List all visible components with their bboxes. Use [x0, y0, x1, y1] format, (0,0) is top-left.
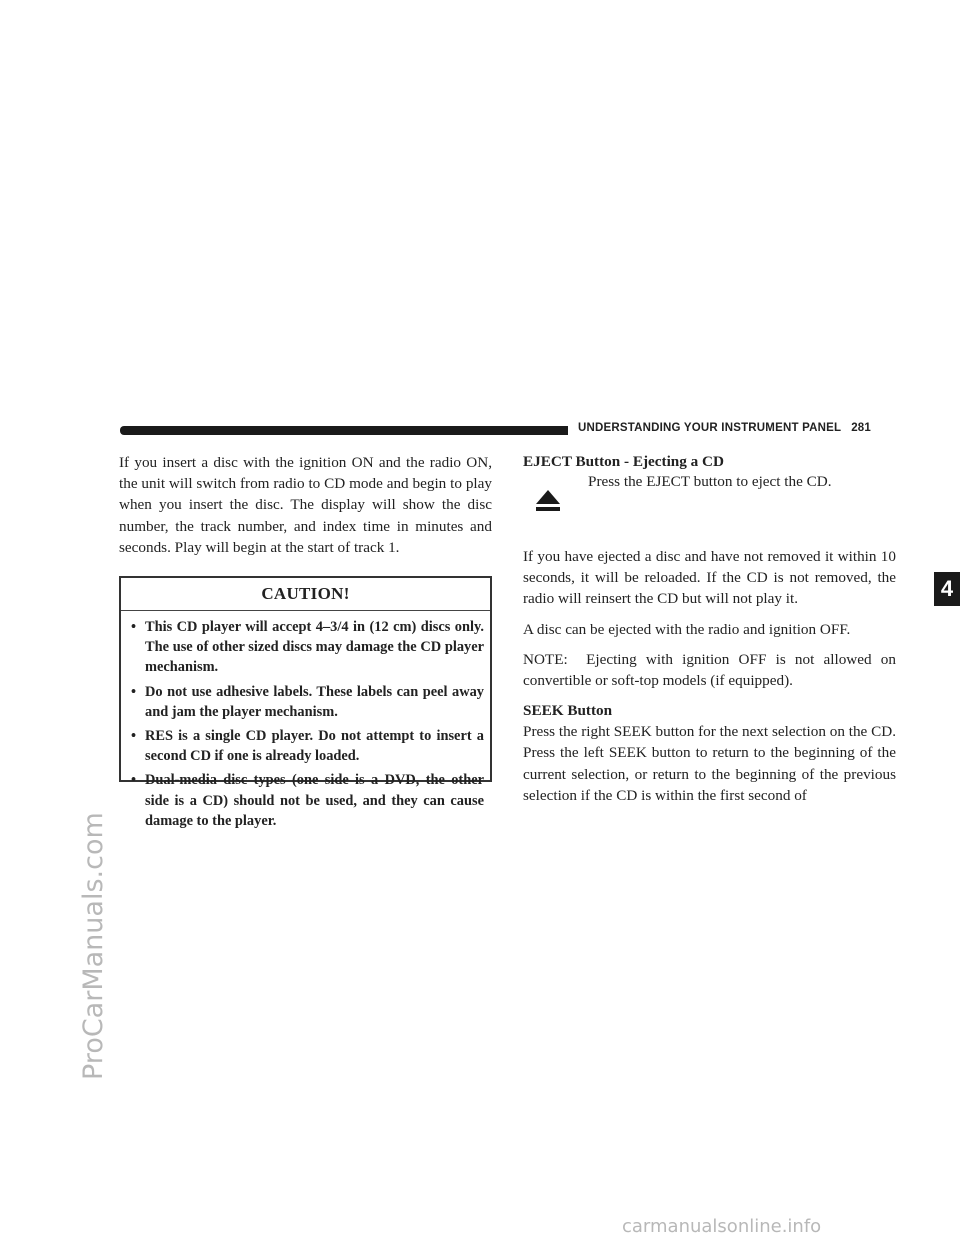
caution-item: • RES is a single CD player. Do not attempt to insert a second CD if one is already loaded. — [131, 728, 484, 765]
bullet-icon: • — [131, 683, 137, 700]
reload-paragraph: If you have ejected a disc and have not removed it within 10 seconds, it will be reloaded. If the CD is not removed, the radio will reinsert the CD but will not play it. — [523, 548, 896, 608]
intro-paragraph: If you insert a disc with the ignition ON and the radio ON, the unit will switch from radio to CD mode and begin to play when you insert the disc. The display will show the disc number, the track number, and index time in minutes and seconds. Play will begin at the start of track 1. — [119, 454, 492, 556]
right-column — [523, 452, 896, 806]
eject-heading: EJECT Button - Ejecting a CD — [523, 453, 724, 470]
caution-title: CAUTION! — [121, 578, 490, 611]
caution-item: • This CD player will accept 4–3/4 in (12 cm) discs only. The use of other sized discs may damage the CD player mechanism. — [131, 619, 484, 676]
note-text: Ejecting with ignition OFF is not allowed on convertible or soft-top models (if equipped). — [523, 650, 896, 690]
caution-list — [121, 617, 490, 831]
eject-row — [523, 472, 896, 534]
caution-item: • Do not use adhesive labels. These labels can peel away and jam the player mechanism. — [131, 683, 484, 720]
header-bar — [120, 426, 568, 435]
left-column — [119, 452, 492, 558]
bullet-icon: • — [131, 772, 137, 789]
chapter-tab: 4 — [934, 572, 960, 606]
watermark-bottom: carmanualsonline.info — [622, 1216, 822, 1237]
caution-box — [119, 576, 492, 829]
seek-paragraph: Press the right SEEK button for the next selection on the CD. Press the left SEEK button to return to the beginning of the current selection, or return to the beginning of the previous selection if the CD is within the first second of — [523, 723, 896, 804]
bullet-icon: • — [131, 728, 137, 745]
running-header — [578, 422, 871, 434]
seek-heading: SEEK Button — [523, 702, 613, 720]
eject-icon — [535, 488, 561, 514]
note-label: NOTE: — [523, 650, 568, 668]
bullet-icon: • — [131, 619, 137, 635]
section-title: UNDERSTANDING YOUR INSTRUMENT PANEL — [578, 422, 842, 434]
caution-item: • Dual-media disc types (one side is a DVD, the other side is a CD) should not be used, and they can cause damage to the player. — [131, 772, 484, 829]
eject-off-paragraph: A disc can be ejected with the radio and ignition OFF. — [523, 620, 851, 638]
page-number: 281 — [851, 422, 871, 434]
note-paragraph — [523, 649, 896, 691]
eject-description: Press the EJECT button to eject the CD. — [588, 473, 832, 490]
watermark-left: ProCarManuals.com — [78, 812, 109, 1080]
